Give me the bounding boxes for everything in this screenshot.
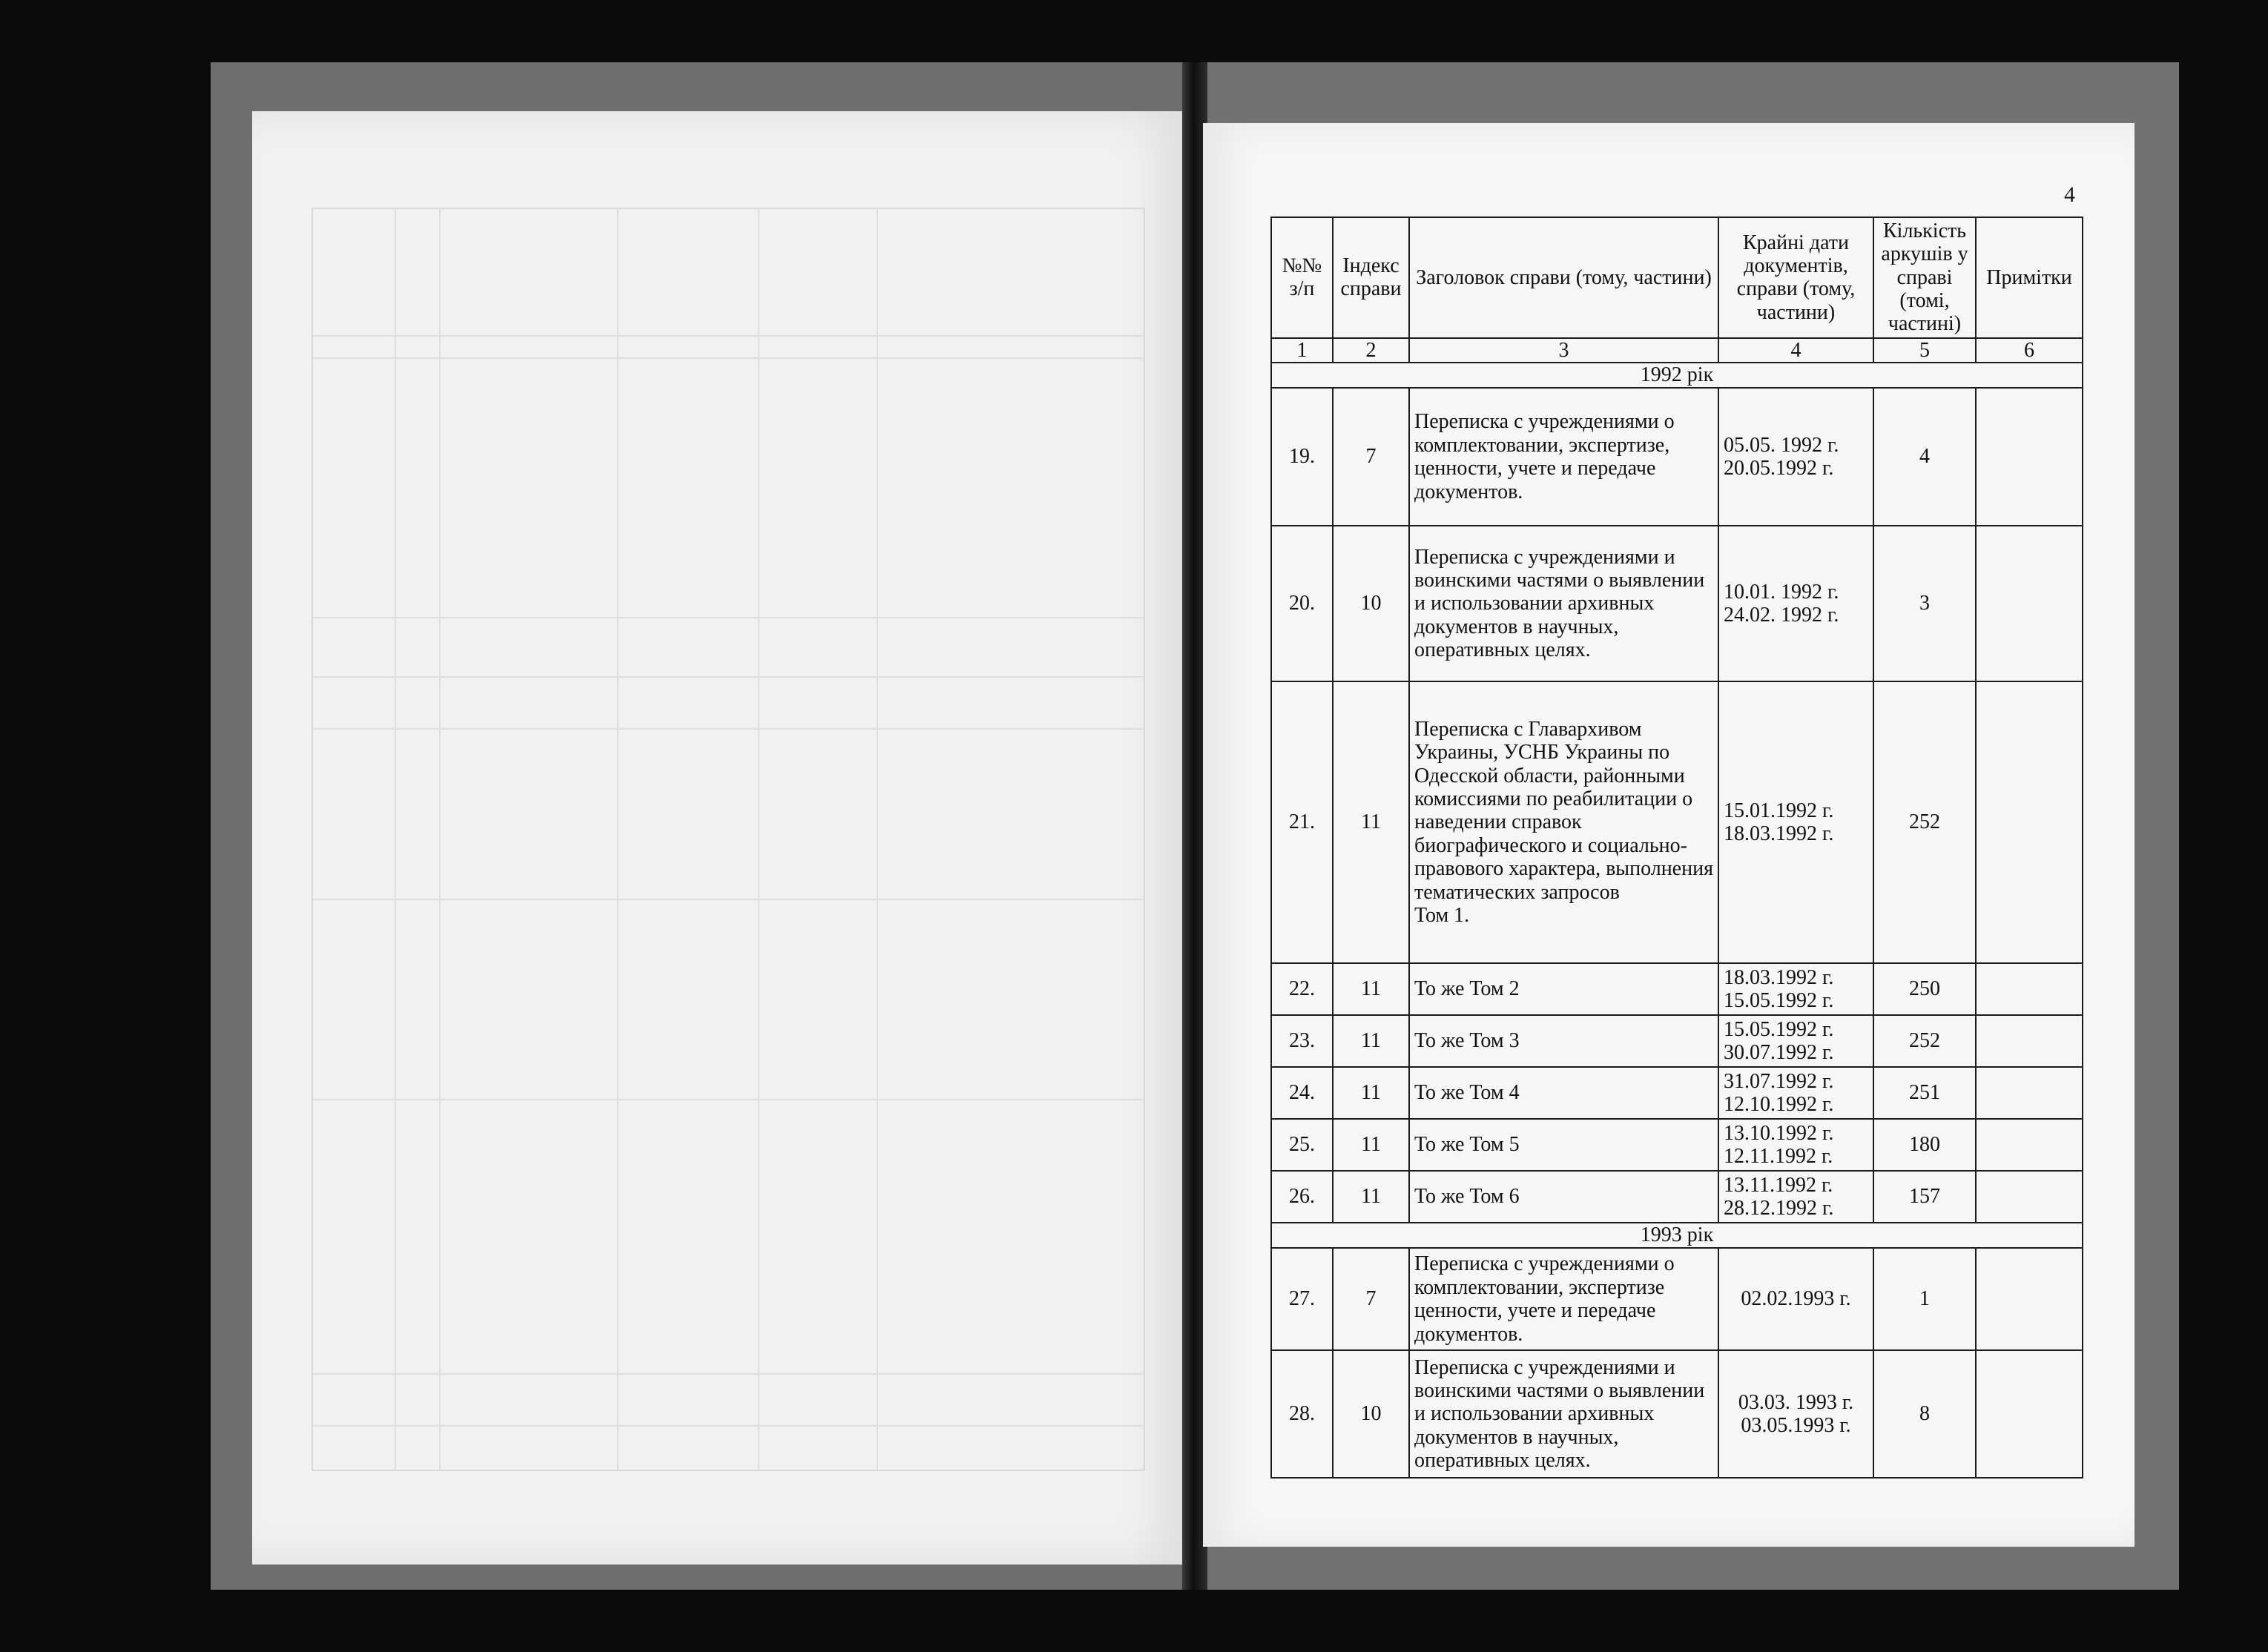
- row-number: 23.: [1271, 1015, 1333, 1067]
- header-row: [1271, 217, 2083, 338]
- left-page-bleed-through: [311, 208, 1145, 1471]
- column-number: 2: [1333, 338, 1409, 363]
- date-start: 10.01. 1992 г.: [1724, 580, 1839, 604]
- table-row: [1271, 1015, 2083, 1067]
- row-title: То же Том 2: [1409, 963, 1718, 1015]
- date-start: 15.01.1992 г.: [1724, 799, 1834, 822]
- date-end: 18.03.1992 г.: [1724, 822, 1834, 846]
- date-start: 13.11.1992 г.: [1724, 1173, 1833, 1197]
- row-sheets: 252: [1873, 681, 1976, 963]
- date-end: 28.12.1992 г.: [1724, 1197, 1834, 1220]
- column-number: 5: [1873, 338, 1976, 363]
- date-end: 20.05.1992 г.: [1724, 457, 1834, 480]
- row-sheets: 250: [1873, 963, 1976, 1015]
- table-row: [1271, 1350, 2083, 1478]
- row-dates: [1718, 1171, 1873, 1223]
- date-end: 24.02. 1992 г.: [1724, 604, 1839, 627]
- date-start: 13.10.1992 г.: [1724, 1121, 1834, 1145]
- column-number: 4: [1718, 338, 1873, 363]
- row-number: 21.: [1271, 681, 1333, 963]
- row-dates: [1718, 388, 1873, 526]
- column-number: 6: [1976, 338, 2083, 363]
- date-start: 02.02.1993 г.: [1741, 1287, 1851, 1311]
- row-notes: [1976, 1350, 2083, 1478]
- date-start: 18.03.1992 г.: [1724, 965, 1834, 989]
- row-dates: [1718, 1350, 1873, 1478]
- table-row: [1271, 1067, 2083, 1119]
- row-notes: [1976, 1171, 2083, 1223]
- row-number: 26.: [1271, 1171, 1333, 1223]
- year-heading: 1992 рік: [1271, 363, 2083, 388]
- date-start: 15.05.1992 г.: [1724, 1017, 1834, 1041]
- date-end: 15.05.1992 г.: [1724, 989, 1834, 1013]
- row-notes: [1976, 1119, 2083, 1171]
- column-number: 1: [1271, 338, 1333, 363]
- row-sheets: 1: [1873, 1248, 1976, 1350]
- row-notes: [1976, 1067, 2083, 1119]
- row-dates: [1718, 526, 1873, 681]
- row-title: Переписка с учреждениями о комплектовании, экспертизе ценности, учете и передаче документов.: [1409, 1248, 1718, 1350]
- page-number: 4: [2064, 182, 2075, 207]
- year-row: [1271, 1223, 2083, 1248]
- archive-register-table: [1270, 217, 2083, 1478]
- row-number: 20.: [1271, 526, 1333, 681]
- header-title: Заголовок справи (тому, частини): [1409, 217, 1718, 338]
- date-start: 31.07.1992 г.: [1724, 1069, 1834, 1093]
- row-sheets: 252: [1873, 1015, 1976, 1067]
- row-number: 25.: [1271, 1119, 1333, 1171]
- row-index: 10: [1333, 1350, 1409, 1478]
- row-number: 19.: [1271, 388, 1333, 526]
- row-dates: [1718, 1248, 1873, 1350]
- table-row: [1271, 1248, 2083, 1350]
- row-dates: [1718, 1015, 1873, 1067]
- row-title: То же Том 3: [1409, 1015, 1718, 1067]
- row-title: [1409, 681, 1718, 963]
- row-title: Переписка с учреждениями о комплектовании, экспертизе, ценности, учете и передаче документов.: [1409, 388, 1718, 526]
- row-dates: [1718, 1067, 1873, 1119]
- row-title: То же Том 4: [1409, 1067, 1718, 1119]
- row-sheets: 251: [1873, 1067, 1976, 1119]
- row-title: Переписка с учреждениями и воинскими частями о выявлении и использовании архивных документов в научных, оперативных целях.: [1409, 1350, 1718, 1478]
- row-notes: [1976, 388, 2083, 526]
- year-heading: 1993 рік: [1271, 1223, 2083, 1248]
- date-end: 12.10.1992 г.: [1724, 1093, 1834, 1117]
- header-notes: Примітки: [1976, 217, 2083, 338]
- row-title-text: Переписка с Главархивом Украины, УСНБ Украины по Одесской области, районными комиссиями по реабилитации о наведении справок биографического и социально-правового характера, выполнения тематических запросов: [1414, 718, 1713, 904]
- row-notes: [1976, 963, 2083, 1015]
- date-end: 12.11.1992 г.: [1724, 1145, 1833, 1169]
- date-end: 30.07.1992 г.: [1724, 1041, 1834, 1065]
- row-sheets: 3: [1873, 526, 1976, 681]
- row-index: 7: [1333, 1248, 1409, 1350]
- row-notes: [1976, 681, 2083, 963]
- header-index: Індекс справи: [1333, 217, 1409, 338]
- column-number-row: [1271, 338, 2083, 363]
- header-number: №№ з/п: [1271, 217, 1333, 338]
- header-sheets: Кількість аркушів у справі (томі, частині): [1873, 217, 1976, 338]
- table-row: [1271, 1119, 2083, 1171]
- date-start: 05.05. 1992 г.: [1724, 433, 1839, 457]
- row-number: 24.: [1271, 1067, 1333, 1119]
- row-notes: [1976, 526, 2083, 681]
- table-row: [1271, 388, 2083, 526]
- table-row: [1271, 1171, 2083, 1223]
- row-index: 11: [1333, 1119, 1409, 1171]
- row-number: 22.: [1271, 963, 1333, 1015]
- row-index: 11: [1333, 1015, 1409, 1067]
- table-row: [1271, 963, 2083, 1015]
- row-number: 28.: [1271, 1350, 1333, 1478]
- row-number: 27.: [1271, 1248, 1333, 1350]
- row-sheets: 8: [1873, 1350, 1976, 1478]
- row-title: То же Том 5: [1409, 1119, 1718, 1171]
- row-sheets: 180: [1873, 1119, 1976, 1171]
- row-title: То же Том 6: [1409, 1171, 1718, 1223]
- row-dates: [1718, 963, 1873, 1015]
- row-dates: [1718, 1119, 1873, 1171]
- row-dates: [1718, 681, 1873, 963]
- column-number: 3: [1409, 338, 1718, 363]
- row-index: 11: [1333, 963, 1409, 1015]
- table-row: [1271, 681, 2083, 963]
- row-sheets: 4: [1873, 388, 1976, 526]
- table-row: [1271, 526, 2083, 681]
- date-start: 03.03. 1993 г.: [1738, 1390, 1854, 1414]
- row-notes: [1976, 1015, 2083, 1067]
- date-end: 03.05.1993 г.: [1741, 1414, 1851, 1438]
- row-notes: [1976, 1248, 2083, 1350]
- row-index: 7: [1333, 388, 1409, 526]
- row-sheets: 157: [1873, 1171, 1976, 1223]
- row-index: 10: [1333, 526, 1409, 681]
- row-index: 11: [1333, 1171, 1409, 1223]
- row-title-volume: Том 1.: [1414, 903, 1470, 927]
- header-dates: Крайні дати документів, справи (тому, частини): [1718, 217, 1873, 338]
- row-index: 11: [1333, 681, 1409, 963]
- row-index: 11: [1333, 1067, 1409, 1119]
- row-title: Переписка с учреждениями и воинскими частями о выявлении и использовании архивных документов в научных, оперативных целях.: [1409, 526, 1718, 681]
- year-row: [1271, 363, 2083, 388]
